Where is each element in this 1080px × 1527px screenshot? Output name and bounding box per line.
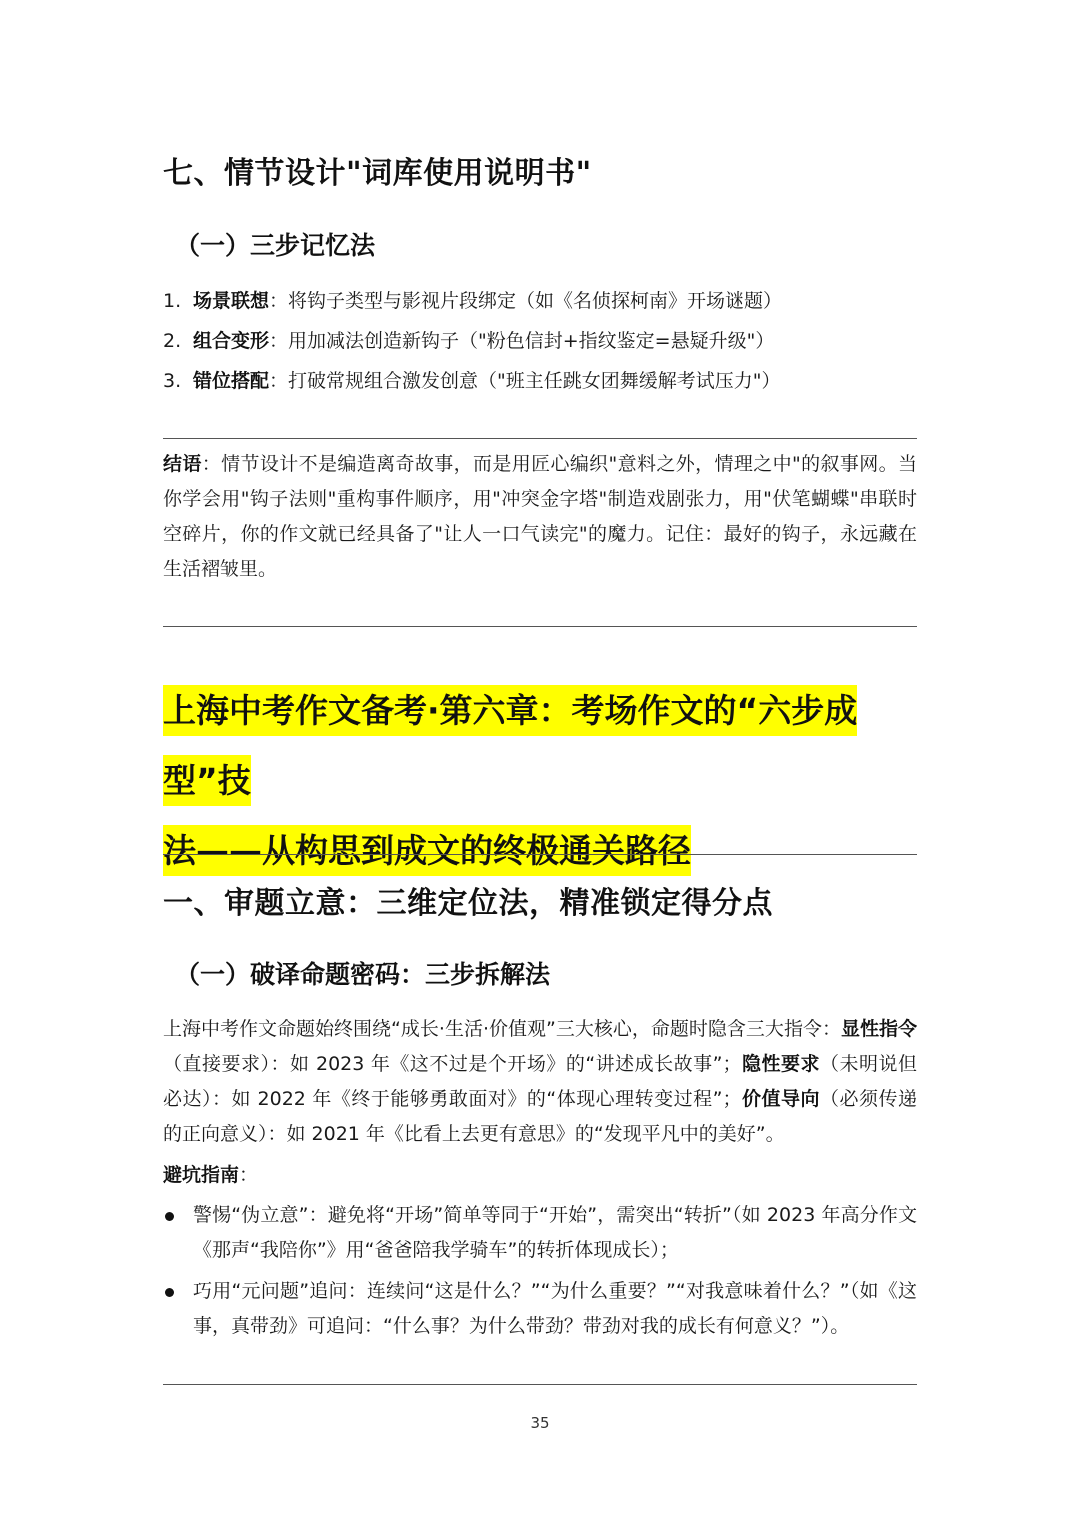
divider <box>163 626 917 627</box>
implicit-requirement-label: 隐性要求 <box>741 1053 820 1075</box>
bullet-icon <box>165 1212 174 1221</box>
chapter-title-line1: 上海中考作文备考·第六章：考场作文的“六步成型”技 <box>163 685 857 806</box>
list-item-text: ：将钩子类型与影视片段绑定（如《名侦探柯南》开场谜题） <box>269 290 783 312</box>
list-item: 3. 错位搭配：打破常规组合激发创意（"班主任跳女团舞缓解考试压力"） <box>163 370 781 392</box>
list-item: 警惕“伪立意”：避免将“开场”简单等同于“开始”，需突出“转折”（如 2023 年高分作文《那声“我陪你”》用“爸爸陪我学骑车”的转折体现成长）； <box>163 1198 917 1268</box>
list-item: 1. 场景联想：将钩子类型与影视片段绑定（如《名侦探柯南》开场谜题） <box>163 290 783 312</box>
list-item-title: 错位搭配 <box>193 370 270 392</box>
divider <box>163 1384 917 1385</box>
pitfall-guide-heading: 避坑指南： <box>163 1164 259 1186</box>
subsection-heading-memory: （一）三步记忆法 <box>175 231 376 260</box>
list-item-text: ：用加减法创造新钩子（"粉色信封+指纹鉴定=悬疑升级"） <box>269 330 775 352</box>
page-number: 35 <box>530 1414 550 1432</box>
list-item-title: 组合变形 <box>193 330 270 352</box>
pitfall-guide-list <box>163 1198 917 1344</box>
conclusion-text: ：情节设计不是编造离奇故事，而是用匠心编织"意料之外，情理之中"的叙事网。当你学会用"钩子法则"重构事件顺序，用"冲突金字塔"制造戏剧张力，用"伏笔蝴蝶"串联时空碎片，你的作文就已经具备了"让人一口气读完"的魔力。记住：最好的钩子，永远藏在生活褶皱里。 <box>163 453 917 580</box>
list-item-title: 场景联想 <box>193 290 270 312</box>
list-item-text: ：打破常规组合激发创意（"班主任跳女团舞缓解考试压力"） <box>269 370 781 392</box>
value-orientation-label: 价值导向 <box>741 1088 820 1110</box>
explicit-instruction-label: 显性指令 <box>840 1018 917 1040</box>
list-item: 2. 组合变形：用加减法创造新钩子（"粉色信封+指纹鉴定=悬疑升级"） <box>163 330 775 352</box>
subsection-heading-decode: （一）破译命题密码：三步拆解法 <box>175 960 551 989</box>
section-heading-1: 一、审题立意：三维定位法，精准锁定得分点 <box>163 886 773 921</box>
list-item: 巧用“元问题”追问：连续问“这是什么？”“为什么重要？”“对我意味着什么？”（如《这事，真带劲》可追问：“什么事？为什么带劲？带劲对我的成长有何意义？”）。 <box>163 1274 917 1344</box>
divider <box>163 438 917 439</box>
bullet-icon <box>165 1288 174 1297</box>
memory-method-list <box>163 281 917 401</box>
chapter-title-line2: 法——从构思到成文的终极通关路径 <box>163 825 691 876</box>
section-heading-7: 七、情节设计"词库使用说明书" <box>163 156 592 191</box>
divider <box>163 854 917 855</box>
conclusion-paragraph <box>163 447 917 587</box>
conclusion-label: 结语 <box>163 453 202 475</box>
exam-analysis-paragraph: 上海中考作文命题始终围绕“成长·生活·价值观”三大核心，命题时隐含三大指令：显性指令（直接要求）：如 2023 年《这不过是个开场》的“讲述成长故事”；隐性要求（未明说但必达）：如 2022 年《终于能够勇敢面对》的“体现心理转变过程”；价值导向（必须传递的正向意义）：如 2021 年《比看上去更有意思》的“发现平凡中的美好”。 <box>163 1018 917 1145</box>
